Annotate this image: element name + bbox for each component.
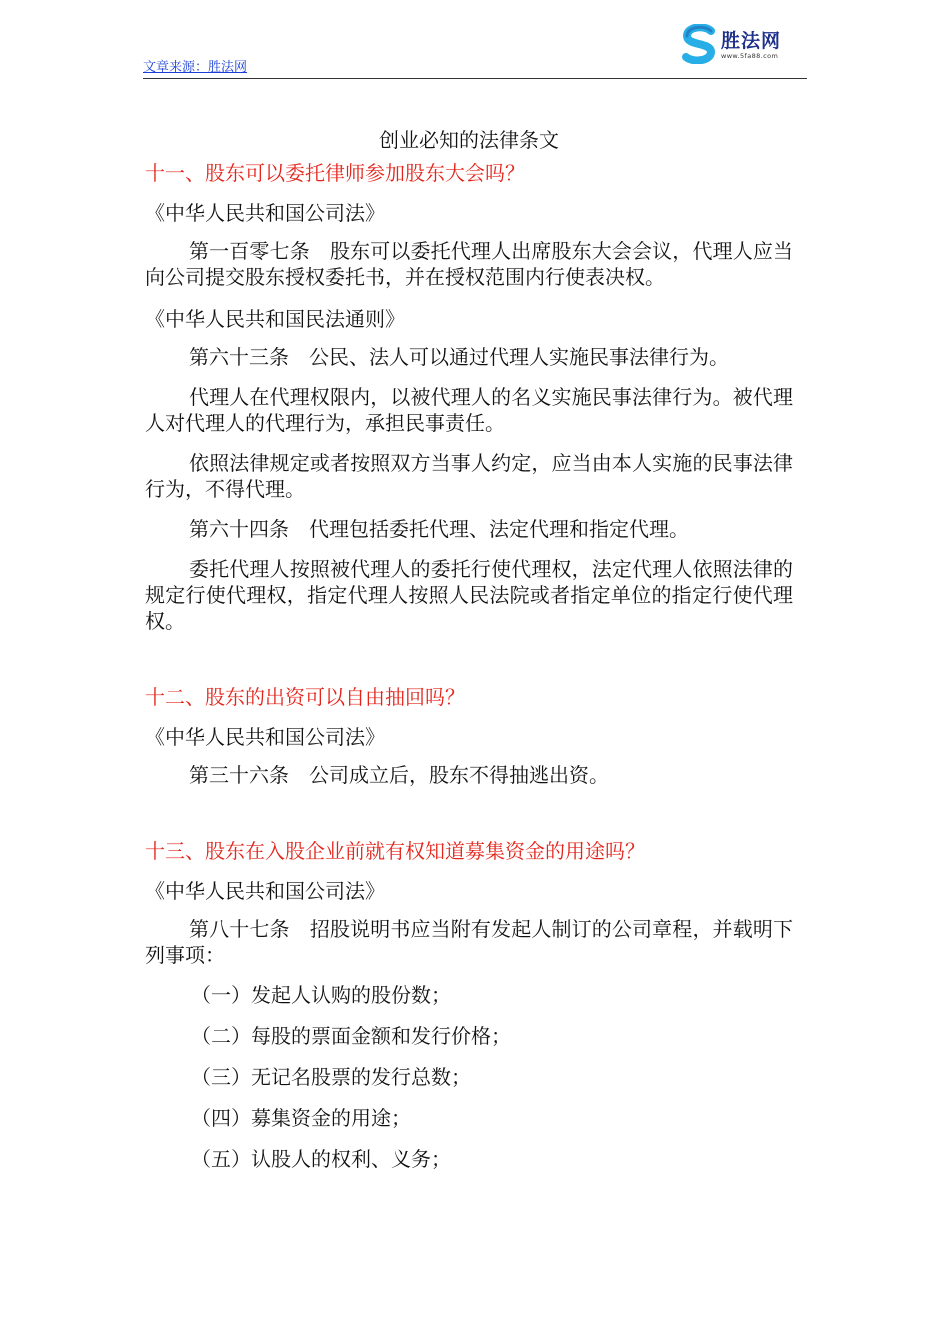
list-item: （三）无记名股票的发行总数； xyxy=(191,1065,471,1089)
source-link[interactable]: 文章来源：胜法网 xyxy=(143,60,248,75)
article-paragraph: 代理人在代理权限内，以被代理人的名义实施民事法律行为。被代理人对代理人的代理行为，承担民事责任。 xyxy=(145,385,793,435)
article-paragraph: 第一百零七条 股东可以委托代理人出席股东大会会议，代理人应当向公司提交股东授权委托书，并在授权范围内行使表决权。 xyxy=(145,239,793,289)
article-paragraph: 第六十三条 公民、法人可以通过代理人实施民事法律行为。 xyxy=(189,345,729,369)
list-item: （五）认股人的权利、义务； xyxy=(191,1147,451,1171)
list-item: （四）募集资金的用途； xyxy=(191,1106,411,1130)
section-question: 十三、股东在入股企业前就有权知道募集资金的用途吗？ xyxy=(145,839,645,863)
law-name: 《中华人民共和国公司法》 xyxy=(145,201,385,225)
section-question: 十二、股东的出资可以自由抽回吗？ xyxy=(145,685,465,709)
list-item: （二）每股的票面金额和发行价格； xyxy=(191,1024,511,1048)
document-title: 创业必知的法律条文 xyxy=(379,128,559,152)
article-paragraph: 第三十六条 公司成立后，股东不得抽逃出资。 xyxy=(189,763,609,787)
article-paragraph: 委托代理人按照被代理人的委托行使代理权，法定代理人依照法律的规定行使代理权，指定代理人按照人民法院或者指定单位的指定行使代理权。 xyxy=(145,557,793,633)
article-paragraph: 依照法律规定或者按照双方当事人约定，应当由本人实施的民事法律行为，不得代理。 xyxy=(145,451,793,501)
law-name: 《中华人民共和国民法通则》 xyxy=(145,307,405,331)
section-spacer xyxy=(145,802,793,836)
logo-name: 胜法网 xyxy=(721,30,782,52)
law-name: 《中华人民共和国公司法》 xyxy=(145,879,385,903)
site-logo[interactable] xyxy=(681,24,791,64)
page-header xyxy=(143,20,807,79)
section-question: 十一、股东可以委托律师参加股东大会吗？ xyxy=(145,161,525,185)
logo-url: www.5fa88.com xyxy=(721,52,779,60)
section-13 xyxy=(145,836,793,1172)
document-body xyxy=(145,126,793,1187)
section-12 xyxy=(145,682,793,788)
section-11 xyxy=(145,158,793,634)
section-spacer xyxy=(145,648,793,682)
article-paragraph: 第八十七条 招股说明书应当附有发起人制订的公司章程，并载明下列事项： xyxy=(145,917,793,967)
list-item: （一）发起人认购的股份数； xyxy=(191,983,451,1007)
law-name: 《中华人民共和国公司法》 xyxy=(145,725,385,749)
article-paragraph: 第六十四条 代理包括委托代理、法定代理和指定代理。 xyxy=(189,517,689,541)
logo-s-icon xyxy=(681,24,719,64)
